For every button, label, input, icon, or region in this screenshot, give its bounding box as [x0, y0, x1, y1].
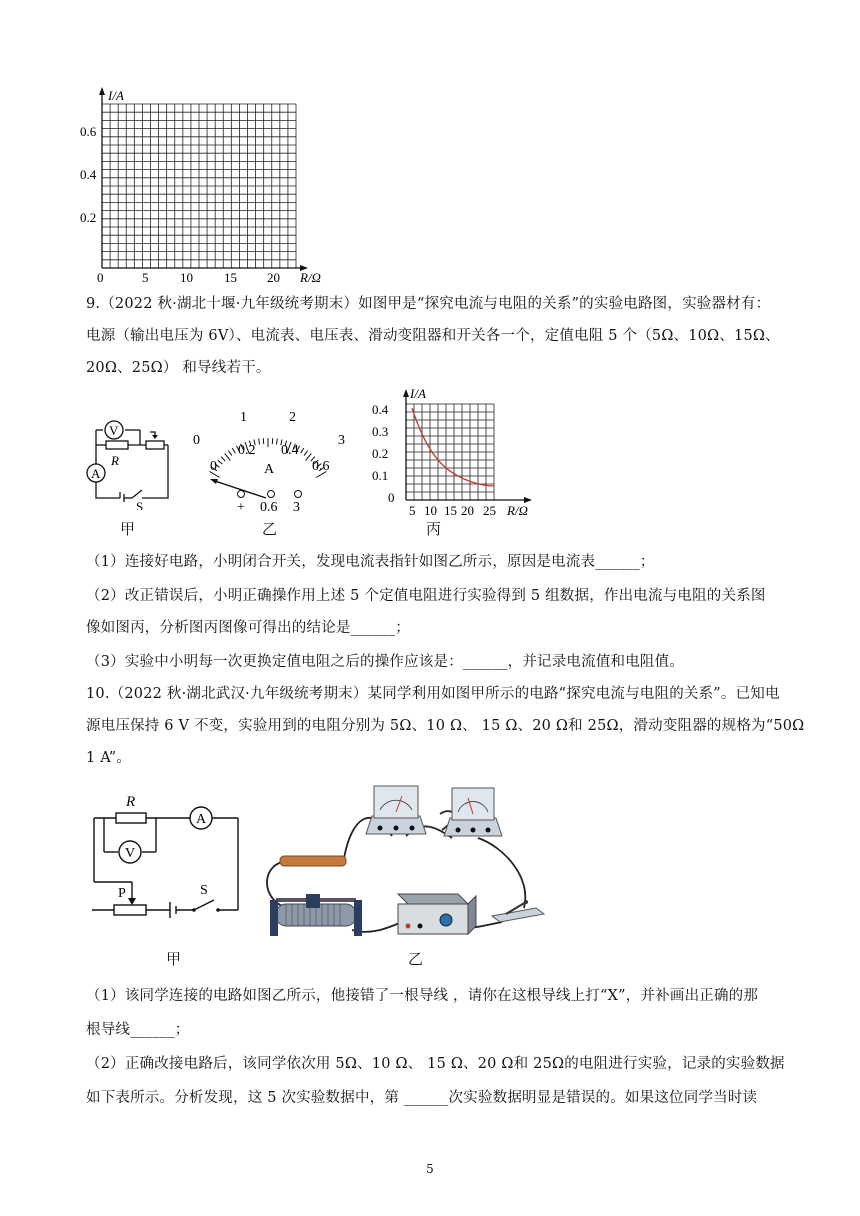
- y-tick-0-4: 0.4: [80, 167, 97, 182]
- dial-tick: [232, 448, 235, 453]
- dial-top-0: 0: [193, 433, 200, 448]
- x-tick-15: 15: [224, 270, 237, 282]
- terminal-plus: [238, 491, 245, 498]
- terminal-0-6-label: 0.6: [260, 500, 278, 515]
- switch-label: S: [136, 499, 144, 510]
- q10-stem-line3: 1 A”。: [86, 750, 132, 766]
- dial-unit: A: [264, 462, 275, 477]
- q10-ammeter-label: A: [196, 812, 207, 827]
- q9-current-resistance-graph: [366, 386, 538, 518]
- q10-voltmeter-label: V: [125, 846, 136, 861]
- x-tick-20: 20: [267, 270, 280, 282]
- q10-circuit-diagram: [84, 790, 244, 920]
- knife-switch: [492, 900, 544, 922]
- dial-tick: [301, 448, 304, 453]
- q10-real-circuit-illustration: [262, 776, 552, 946]
- terminal-plus-label: +: [237, 500, 245, 515]
- q10-sub2-line1: （2）正确改接电路后，该同学依次用 5Ω、10 Ω、 15 Ω、20 Ω和 25Ω的电阻进行实验，记录的实验数据: [86, 1056, 785, 1072]
- terminal-3: [295, 491, 302, 498]
- bing-y-tick-0-3: 0.3: [372, 424, 389, 439]
- voltmeter-label: V: [109, 423, 119, 438]
- y-tick-0-6: 0.6: [80, 124, 97, 139]
- terminal-0-6: [268, 491, 275, 498]
- q9-fig-bing-caption: 丙: [426, 520, 442, 538]
- ammeter-box: [444, 788, 502, 836]
- voltmeter-box: [366, 786, 426, 834]
- sliding-rheostat: [270, 894, 362, 936]
- x-tick-10: 10: [180, 270, 193, 282]
- dial-bottom-0-2: 0.2: [238, 443, 256, 458]
- bing-y-tick-0-1: 0.1: [372, 468, 389, 483]
- bing-x-axis-label: R/Ω: [507, 503, 528, 518]
- ammeter-label: A: [91, 466, 101, 481]
- q10-sub1-line2: 根导线______；: [86, 1022, 190, 1038]
- dial-top-3: 3: [338, 433, 345, 448]
- bing-x-tick-5: 5: [409, 503, 416, 518]
- q9-ammeter-dial: [188, 410, 358, 520]
- dial-tick: [225, 454, 231, 461]
- dial-tick: [306, 454, 312, 461]
- q9-sub2-line1: （2）改正错误后，小明正确操作用上述 5 个定值电阻进行实验得到 5 组数据，作出电流与电阻的关系图: [86, 588, 766, 604]
- bing-y-tick-0: 0: [388, 490, 395, 505]
- q9-sub1: （1）连接好电路，小明闭合开关，发现电流表指针如图乙所示，原因是电流表______；: [86, 554, 655, 570]
- bing-x-tick-15: 15: [444, 503, 457, 518]
- dial-bottom-0: 0: [210, 459, 217, 474]
- dial-tick: [304, 451, 308, 456]
- x-axis-label: R/Ω: [300, 270, 321, 282]
- dial-tick: [259, 439, 260, 445]
- q9-fig-yi-caption: 乙: [262, 520, 278, 538]
- dial-bottom-0-6: 0.6: [312, 459, 330, 474]
- dial-top-2: 2: [289, 410, 296, 425]
- dial-tick: [277, 439, 278, 445]
- power-supply-box: [398, 894, 476, 934]
- q9-stem-line3: 20Ω、25Ω） 和导线若干。: [86, 360, 271, 376]
- q9-sub3: （3）实验中小明每一次更换定值电阻之后的操作应该是：______，并记录电流值和电阻值。: [86, 654, 685, 670]
- x-tick-0: 0: [97, 270, 104, 282]
- resistor-label: R: [111, 453, 119, 468]
- q10-stem-line2: 源电压保持 6 V 不变，实验用到的电阻分别为 5Ω、10 Ω、 15 Ω、20 Ω和 25Ω，滑动变阻器的规格为“50Ω: [86, 718, 805, 734]
- q10-sub2-line2: 如下表所示。分析发现，这 5 次实验数据中，第 ______次实验数据明显是错误的。如果这位同学当时读: [86, 1090, 758, 1106]
- fixed-resistor-tube: [280, 856, 346, 866]
- q9-stem-line2: 电源（输出电压为 6V）、电流表、电压表、滑动变阻器和开关各一个，定值电阻 5 个（5Ω、10Ω、15Ω、: [86, 328, 780, 344]
- y-axis-arrow: [99, 87, 105, 95]
- dial-top-1: 1: [240, 410, 247, 425]
- bing-x-tick-10: 10: [424, 503, 437, 518]
- page-number: 5: [426, 1162, 434, 1176]
- q10-sub1-line1: （1）该同学连接的电路如图乙所示，他接错了一根导线 ，请你在这根导线上打“X”，并补画出正确的那: [86, 988, 759, 1004]
- y-axis-label: I/A: [108, 88, 124, 103]
- graph-grid: [102, 104, 296, 268]
- q10-switch-label: S: [200, 883, 208, 898]
- bing-y-tick-0-2: 0.2: [372, 446, 389, 461]
- dial-bottom-0-4: 0.4: [281, 443, 299, 458]
- dial-tick: [221, 457, 225, 461]
- dial-tick: [228, 451, 232, 456]
- bing-y-tick-0-4: 0.4: [372, 402, 389, 417]
- q10-slider-label: P: [118, 886, 126, 901]
- q9-circuit-diagram: [80, 410, 180, 510]
- q9-fig-jia-caption: 甲: [120, 520, 136, 538]
- bing-x-tick-25: 25: [483, 503, 496, 518]
- dial-tick: [218, 460, 223, 464]
- q10-resistor-label: R: [126, 794, 136, 810]
- terminal-3-label: 3: [293, 500, 300, 515]
- y-tick-0-2: 0.2: [80, 210, 97, 225]
- q10-fig-jia-caption: 甲: [166, 950, 182, 968]
- q9-sub2-line2: 像如图丙，分析图丙图像可得出的结论是______；: [86, 620, 410, 636]
- q10-fig-yi-caption: 乙: [408, 950, 424, 968]
- empty-current-resistance-graph: [70, 82, 340, 282]
- bing-y-axis-label: I/A: [410, 386, 426, 401]
- q10-stem-line1: 10.（2022 秋·湖北武汉·九年级统考期末）某同学利用如图甲所示的电路“探究电流与电阻的关系”。已知电: [86, 686, 780, 702]
- bing-x-tick-20: 20: [461, 503, 474, 518]
- q9-stem-line1: 9.（2022 秋·湖北十堰·九年级统考期末）如图甲是“探究电流与电阻的关系”的实验电路图，实验器材有：: [86, 296, 771, 312]
- x-tick-5: 5: [142, 270, 149, 282]
